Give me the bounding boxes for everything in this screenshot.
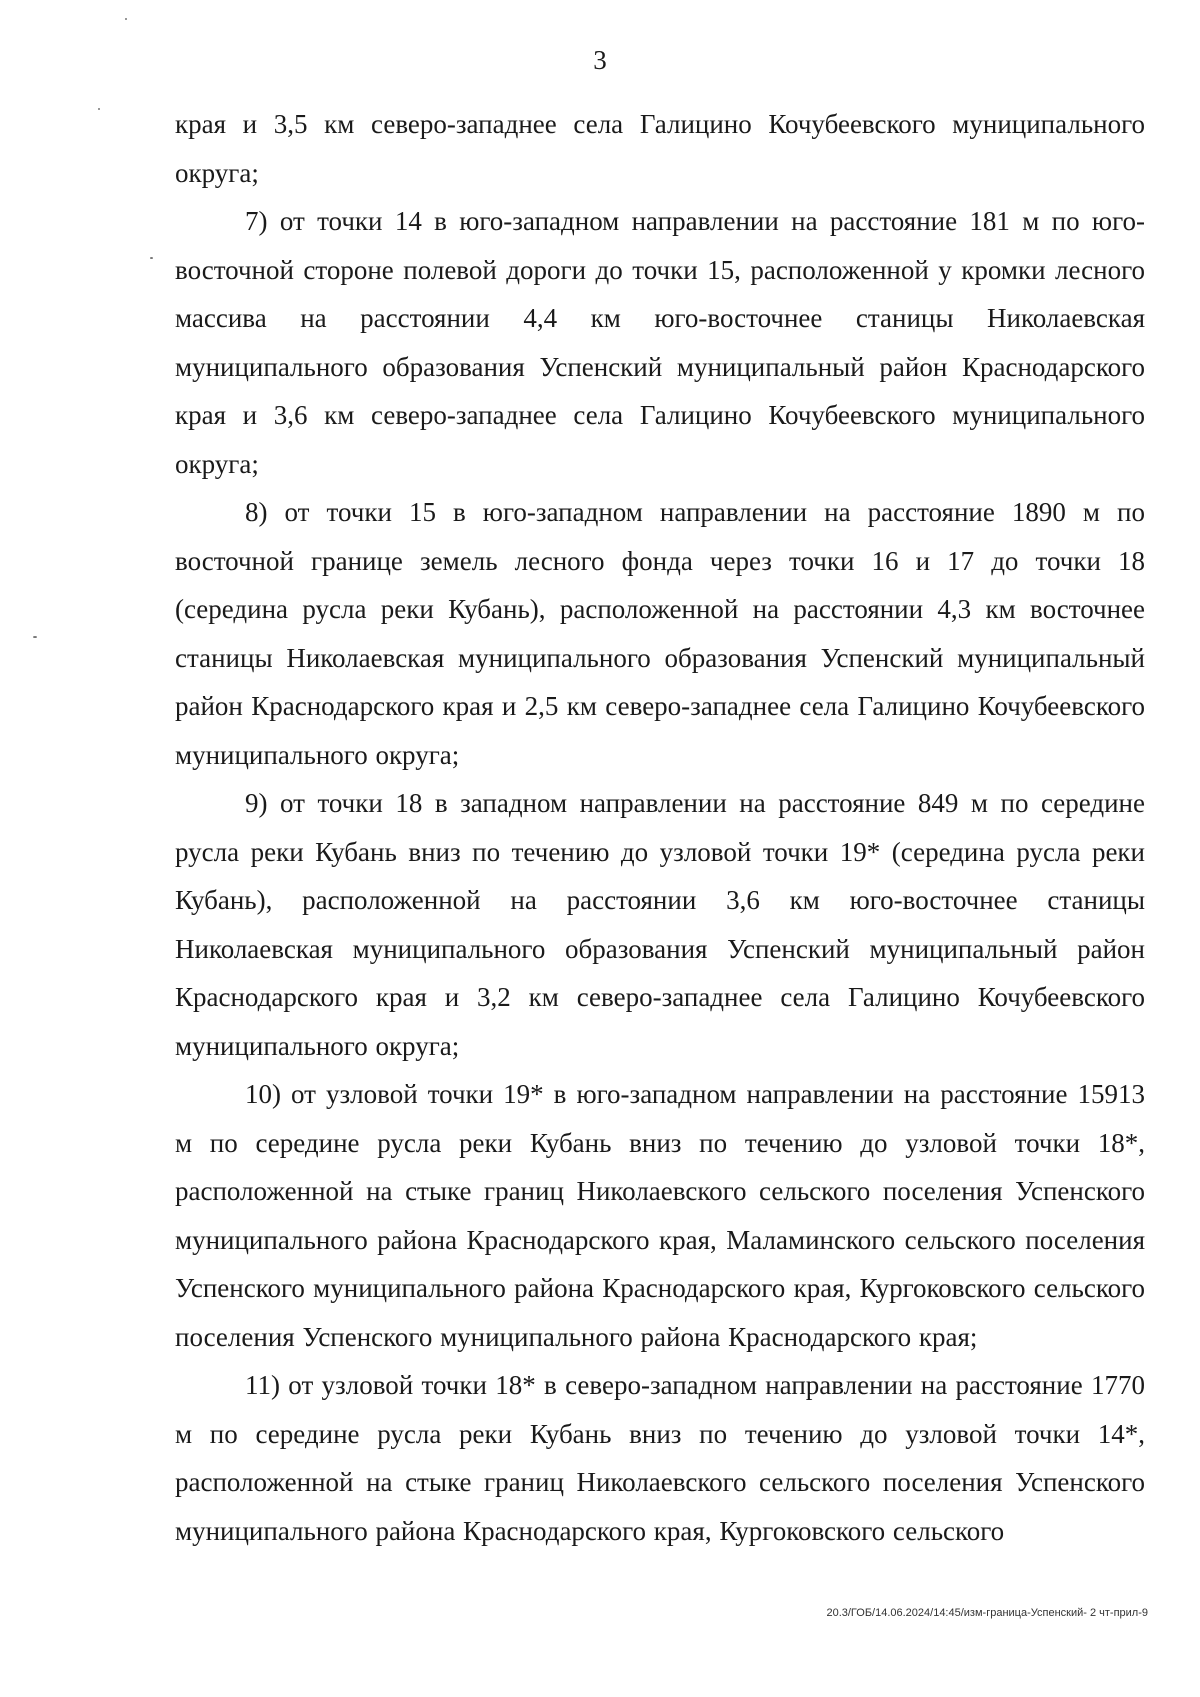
- page-number: 3: [593, 45, 607, 75]
- paragraph-continuation: края и 3,5 км северо-западнее села Галицино Кочубеевского муниципального округа;: [175, 109, 1145, 188]
- document-body: [175, 100, 1145, 1555]
- paragraph-item-11: 11) от узловой точки 18* в северо-западном направлении на расстояние 1770 м по середине русла реки Кубань вниз по течению до узловой точки 14*, расположенной на стыке границ Николаевского сельского поселения Успенского муниципального района Краснодарского края, Кургоковского сельского: [175, 1370, 1145, 1546]
- scan-speck: [98, 108, 100, 110]
- scan-speck: [150, 257, 153, 259]
- scan-speck: [125, 18, 127, 20]
- scan-speck: [33, 636, 37, 638]
- paragraph-item-8: 8) от точки 15 в юго-западном направлении на расстояние 1890 м по восточной границе земель лесного фонда через точки 16 и 17 до точки 18 (середина русла реки Кубань), расположенной на расстоянии 4,3 км восточнее станицы Николаевская муниципального образования Успенский муниципальный район Краснодарского края и 2,5 км северо-западнее села Галицино Кочубеевского муниципального округа;: [175, 497, 1145, 770]
- footer-document-code: 20.3/ГОБ/14.06.2024/14:45/изм-граница-Успенский- 2 чт-прил-9: [826, 1607, 1148, 1619]
- paragraph-item-7: 7) от точки 14 в юго-западном направлении на расстояние 181 м по юго-восточной стороне полевой дороги до точки 15, расположенной у кромки лесного массива на расстоянии 4,4 км юго-восточнее станицы Николаевская муниципального образования Успенский муниципальный район Краснодарского края и 3,6 км северо-западнее села Галицино Кочубеевского муниципального округа;: [175, 206, 1145, 479]
- paragraph-item-9: 9) от точки 18 в западном направлении на расстояние 849 м по середине русла реки Кубань вниз по течению до узловой точки 19* (середина русла реки Кубань), расположенной на расстоянии 3,6 км юго-восточнее станицы Николаевская муниципального образования Успенский муниципальный район Краснодарского края и 3,2 км северо-западнее села Галицино Кочубеевского муниципального округа;: [175, 788, 1145, 1061]
- paragraph-item-10: 10) от узловой точки 19* в юго-западном направлении на расстояние 15913 м по середине русла реки Кубань вниз по течению до узловой точки 18*, расположенной на стыке границ Николаевского сельского поселения Успенского муниципального района Краснодарского края, Маламинского сельского поселения Успенского муниципального района Краснодарского края, Кургоковского сельского поселения Успенского муниципального района Краснодарского края;: [175, 1079, 1145, 1352]
